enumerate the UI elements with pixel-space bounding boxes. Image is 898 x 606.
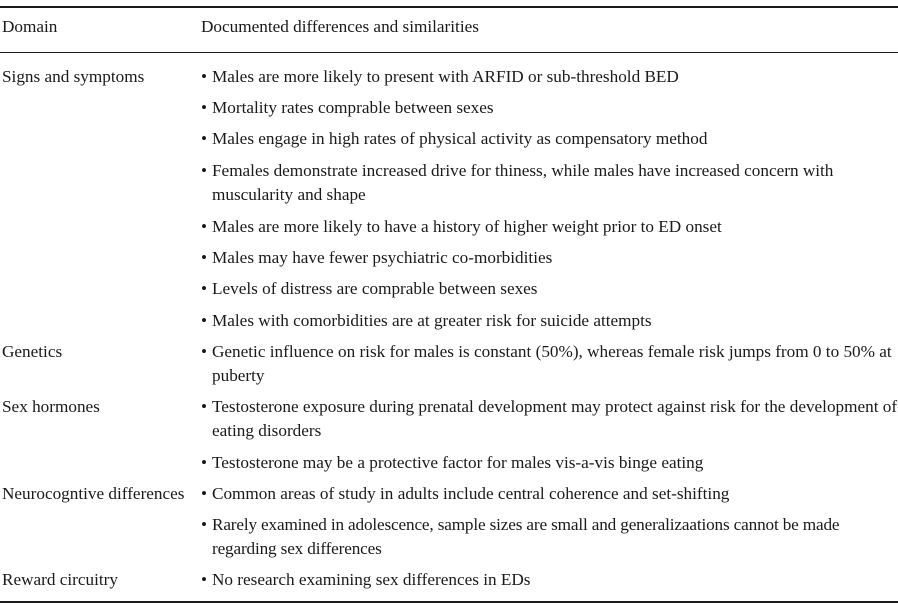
table-top-rule <box>0 6 898 8</box>
column-header-documented: Documented differences and similarities <box>201 17 479 36</box>
bullet-icon: • <box>201 279 208 298</box>
row-domain-genetics: Genetics <box>2 342 63 361</box>
row-domain-signs-symptoms: Signs and symptoms <box>2 67 145 86</box>
bullet-icon: • <box>201 217 208 236</box>
table-header-rule <box>0 52 898 53</box>
bullet-icon: • <box>201 161 208 180</box>
list-item: • Males engage in high rates of physical activity as compensatory method <box>201 127 898 151</box>
table-bottom-rule <box>0 601 898 603</box>
bullet-icon: • <box>201 311 208 330</box>
list-item: • Rarely examined in adolescence, sample sizes are small and generalizaations cannot be made regarding sex differences <box>201 515 840 558</box>
list-item: • Levels of distress are comprable between sexes <box>201 277 898 301</box>
list-item: • No research examining sex differences in EDs <box>201 568 898 592</box>
bullet-icon: • <box>201 397 208 416</box>
list-item: • Males with comorbidities are at greater risk for suicide attempts <box>201 309 898 333</box>
bullet-icon: • <box>201 342 208 361</box>
list-item: • Testosterone may be a protective factor for males vis-a-vis binge eating <box>201 451 898 475</box>
row-domain-neurocognitive: Neurocogntive differences <box>2 484 185 503</box>
bullet-icon: • <box>201 248 208 267</box>
list-item: • Genetic influence on risk for males is constant (50%), whereas female risk jumps from 0 to 50% at puberty <box>201 342 892 385</box>
list-item: • Common areas of study in adults include central coherence and set-shifting <box>201 482 898 506</box>
row-domain-sex-hormones: Sex hormones <box>2 397 100 416</box>
bullet-icon: • <box>201 570 208 589</box>
bullet-icon: • <box>201 98 208 117</box>
bullet-icon: • <box>201 484 208 503</box>
bullet-icon: • <box>201 453 208 472</box>
bullet-icon: • <box>201 67 208 86</box>
bullet-icon: • <box>201 129 208 148</box>
list-item: • Males are more likely to have a history of higher weight prior to ED onset <box>201 215 898 239</box>
bullet-icon: • <box>201 515 207 534</box>
row-domain-reward-circuitry: Reward circuitry <box>2 570 118 589</box>
list-item: • Males are more likely to present with ARFID or sub-threshold BED <box>201 65 898 89</box>
column-header-domain: Domain <box>2 17 58 36</box>
list-item: • Males may have fewer psychiatric co-morbidities <box>201 246 898 270</box>
list-item: • Testosterone exposure during prenatal development may protect against risk for the development of eating disorders <box>201 397 898 440</box>
list-item: • Females demonstrate increased drive for thiness, while males have increased concern with muscularity and shape <box>201 161 834 204</box>
list-item: • Mortality rates comprable between sexes <box>201 96 898 120</box>
